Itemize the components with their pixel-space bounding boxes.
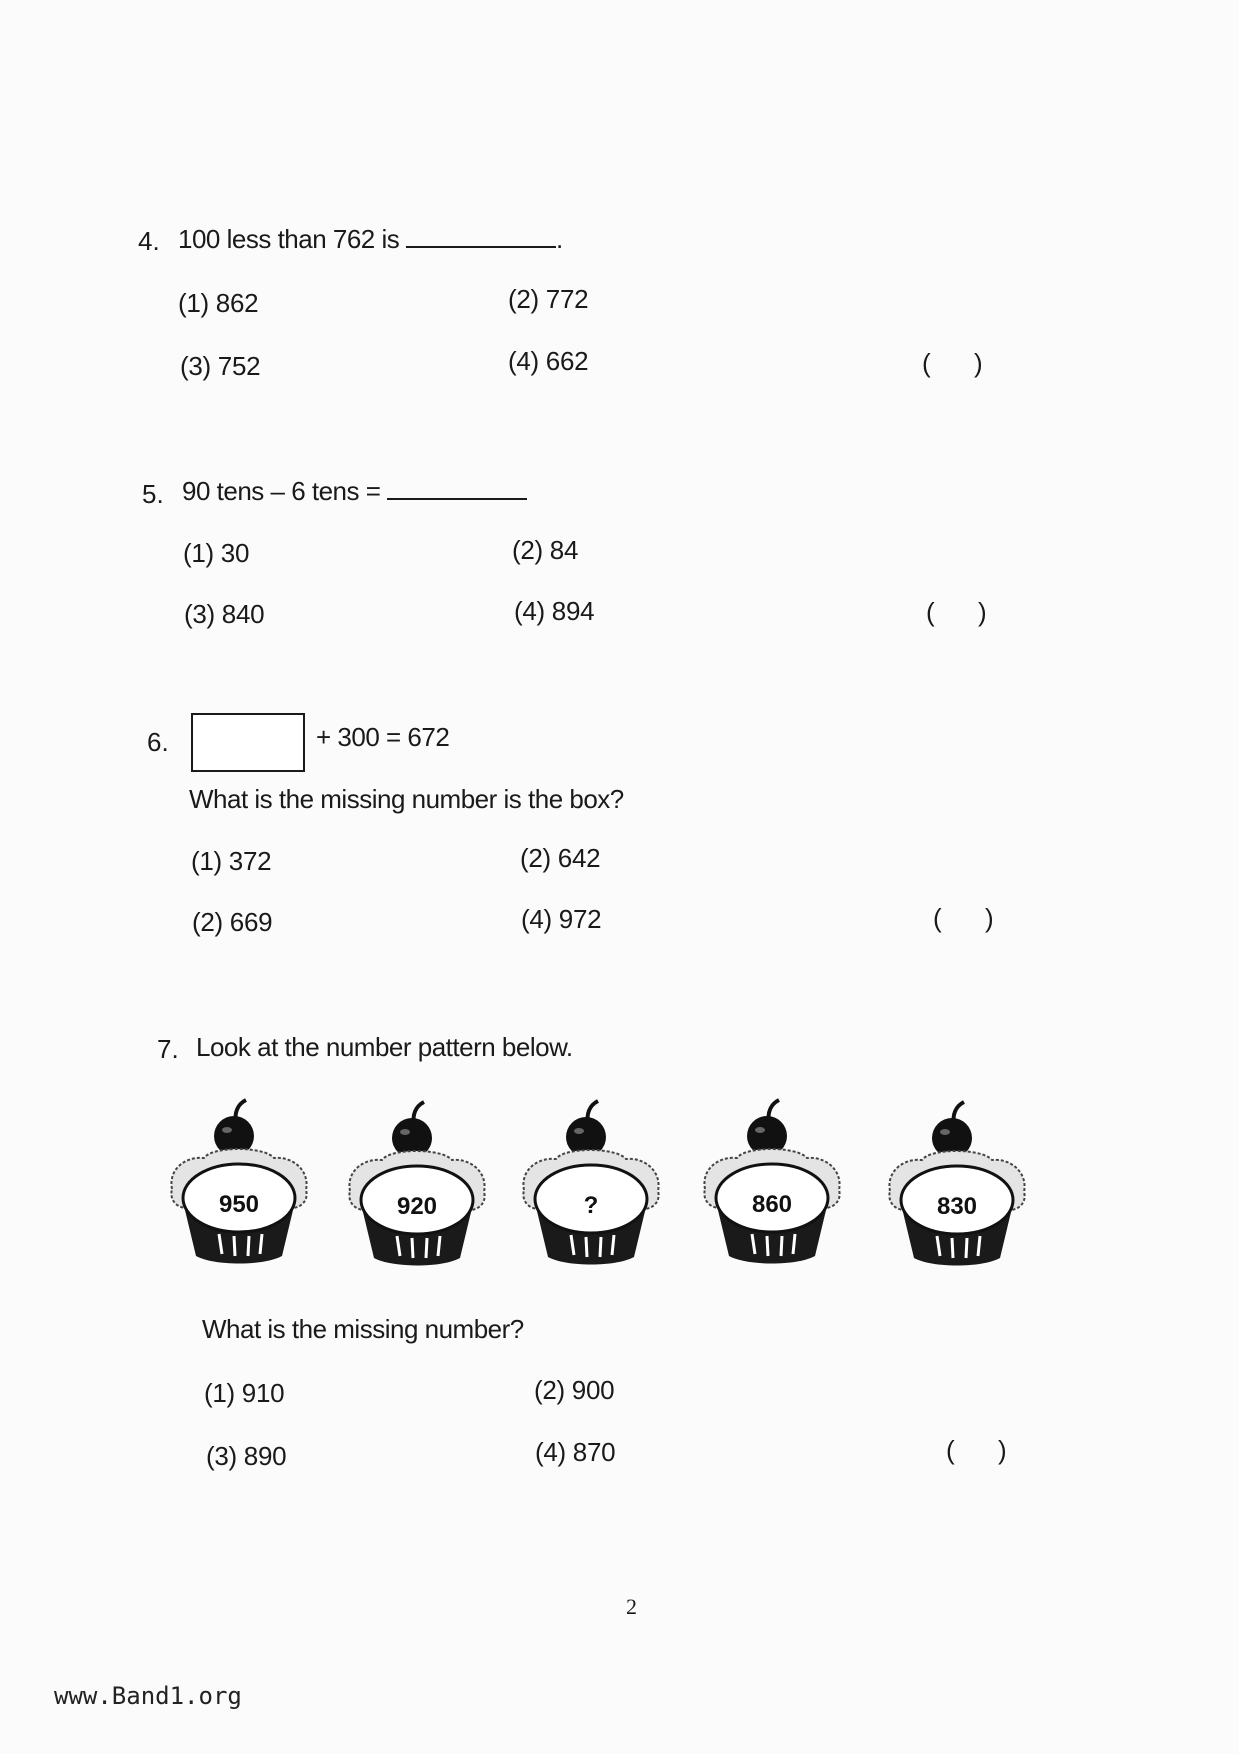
question-4-text xyxy=(178,224,563,255)
question-7-text: Look at the number pattern below. xyxy=(196,1032,573,1062)
question-4-number: 4. xyxy=(138,226,160,256)
cupcake-4 xyxy=(697,1094,847,1274)
question-4-stem: 100 less than 762 is xyxy=(178,224,400,254)
cupcake-3-number: ? xyxy=(583,1192,599,1219)
page-number: 2 xyxy=(626,1594,637,1619)
question-5-stem: 90 tens – 6 tens = xyxy=(182,476,381,506)
q5-option-2: (2) 84 xyxy=(512,535,579,565)
answer-blank xyxy=(406,224,556,248)
q4-option-4: (4) 662 xyxy=(508,346,589,376)
q6-answer-bracket[interactable]: ( ) xyxy=(933,903,994,933)
cupcake-icon xyxy=(342,1096,492,1276)
q7-option-1: (1) 910 xyxy=(204,1378,285,1408)
q7-answer-bracket[interactable]: ( ) xyxy=(946,1435,1007,1465)
q6-option-4: (4) 972 xyxy=(521,904,602,934)
q5-answer-bracket[interactable]: ( ) xyxy=(926,597,987,627)
q5-option-1: (1) 30 xyxy=(183,538,250,568)
q7-option-2: (2) 900 xyxy=(534,1375,615,1405)
q4-option-2: (2) 772 xyxy=(508,284,589,314)
question-7-prompt: What is the missing number? xyxy=(202,1314,524,1344)
cupcake-icon xyxy=(164,1094,314,1274)
answer-blank xyxy=(387,476,527,500)
q7-option-3: (3) 890 xyxy=(206,1441,287,1471)
missing-number-box[interactable] xyxy=(191,713,305,772)
cupcake-icon xyxy=(516,1095,666,1275)
q7-option-4: (4) 870 xyxy=(535,1437,616,1467)
cupcake-5 xyxy=(882,1096,1032,1276)
footer-url: www.Band1.org xyxy=(54,1682,242,1710)
q5-option-3: (3) 840 xyxy=(184,599,265,629)
q5-option-4: (4) 894 xyxy=(514,596,595,626)
question-7-number: 7. xyxy=(157,1034,179,1064)
question-6-equation: + 300 = 672 xyxy=(316,722,450,752)
q6-option-1: (1) 372 xyxy=(191,846,272,876)
question-5-number: 5. xyxy=(142,479,164,509)
cupcake-5-number: 830 xyxy=(936,1193,978,1220)
q6-option-3: (2) 669 xyxy=(192,907,273,937)
q4-option-1: (1) 862 xyxy=(178,288,259,318)
q4-answer-bracket[interactable]: ( ) xyxy=(922,348,983,378)
cupcake-icon xyxy=(697,1094,847,1274)
question-6-prompt: What is the missing number is the box? xyxy=(189,784,624,814)
cupcake-2 xyxy=(342,1096,492,1276)
cupcake-icon xyxy=(882,1096,1032,1276)
q6-option-2: (2) 642 xyxy=(520,843,601,873)
cupcake-1 xyxy=(164,1094,314,1274)
cupcake-2-number: 920 xyxy=(396,1193,438,1220)
question-6-number: 6. xyxy=(147,727,169,757)
question-5-text xyxy=(182,476,527,507)
cupcake-1-number: 950 xyxy=(218,1191,260,1218)
question-4-period: . xyxy=(556,224,563,254)
cupcake-4-number: 860 xyxy=(751,1191,793,1218)
q4-option-3: (3) 752 xyxy=(180,351,261,381)
cupcake-3 xyxy=(516,1095,666,1275)
